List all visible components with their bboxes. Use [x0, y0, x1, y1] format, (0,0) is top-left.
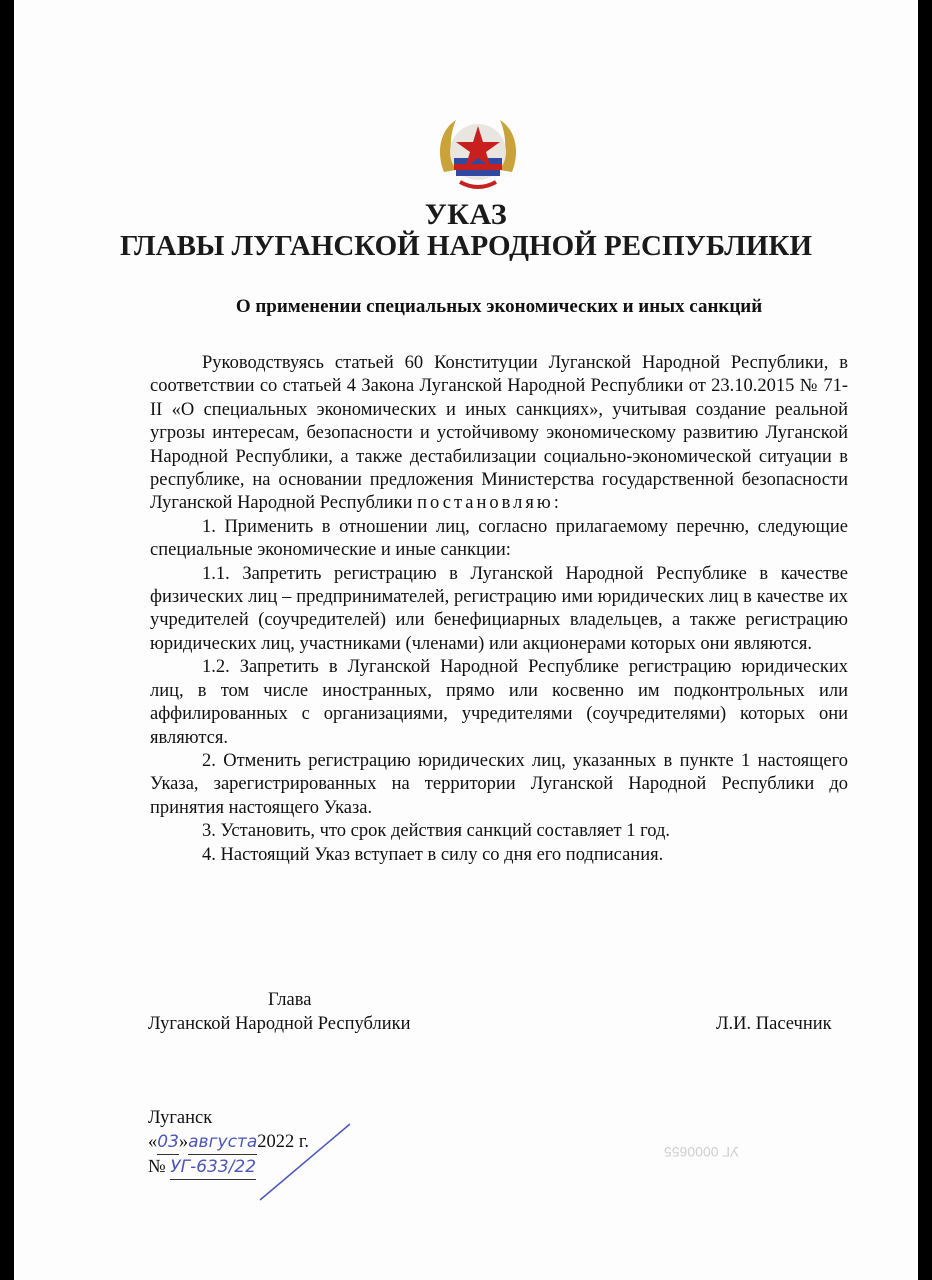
date-month: августа	[188, 1130, 257, 1155]
date-year: 2022 г.	[257, 1132, 310, 1152]
handwritten-stroke-icon	[240, 1120, 370, 1206]
document-subtitle: ГЛАВЫ ЛУГАНСКОЙ НАРОДНОЙ РЕСПУБЛИКИ	[119, 230, 813, 262]
date-close-quote: »	[178, 1132, 189, 1152]
signature-position-line2: Луганской Народной Республики	[148, 1014, 411, 1034]
document-title: УКАЗ	[424, 198, 508, 231]
preamble-paragraph	[150, 352, 848, 516]
date-open-quote: «	[148, 1132, 158, 1152]
lnr-emblem-icon	[436, 112, 520, 192]
signature-position-line1: Глава	[268, 990, 312, 1010]
signatory-name: Л.И. Пасечник	[716, 1014, 832, 1034]
signature-position	[148, 988, 411, 1036]
item-3: 3. Установить, что срок действия санкций составляет 1 год.	[202, 821, 671, 842]
city-name: Луганск	[148, 1108, 213, 1128]
item-1: 1. Применить в отношении лиц, согласно прилагаемому перечню, следующие специальные экономические и иные санкции:	[150, 516, 848, 561]
number-prefix: №	[148, 1157, 166, 1177]
preamble-text: Руководствуясь статьей 60 Конституции Луганской Народной Республики, в соответствии со статьей 4 Закона Луганской Народной Республики от 23.10.2015 № 71-II «О специальных экономических и иных санкциях», учитывая создание реальной угрозы интересам, безопасности и устойчивому экономическому развитию Луганской Народной Республики, а также дестабилизации социально-экономической ситуации в республике, на основании предложения Министерства государственной безопасности Луганской Народной Республики	[150, 353, 848, 514]
document-subject: О применении специальных экономических и иных санкций	[235, 296, 763, 317]
item-1-2: 1.2. Запретить в Луганской Народной Республике регистрацию юридических лиц, в том числе иностранных, прямо или косвенно им подконтрольных или аффилированных с организациями, учредителями (соучредителями) которых они являются.	[150, 657, 848, 748]
item-2: 2. Отменить регистрацию юридических лиц, указанных в пункте 1 настоящего Указа, зарегистрированных на территории Луганской Народной Республики до принятия настоящего Указа.	[150, 750, 848, 818]
number-value: УГ-633/22	[170, 1155, 256, 1180]
item-4: 4. Настоящий Указ вступает в силу со дня его подписания.	[202, 844, 664, 865]
decree-word: постановляю:	[417, 493, 562, 514]
date-day: 03	[157, 1130, 179, 1155]
bleed-through-stamp: УГ 0000655	[664, 1144, 739, 1160]
document-body	[150, 352, 848, 867]
item-1-1: 1.1. Запретить регистрацию в Луганской Народной Республике в качестве физических лиц – предпринимателей, регистрацию ими юридических лиц в качестве их учредителей (соучредителей) или бенефициарных владельцев, а также регистрацию юридических лиц, участниками (членами) или акционерами которых они являются.	[150, 563, 848, 654]
